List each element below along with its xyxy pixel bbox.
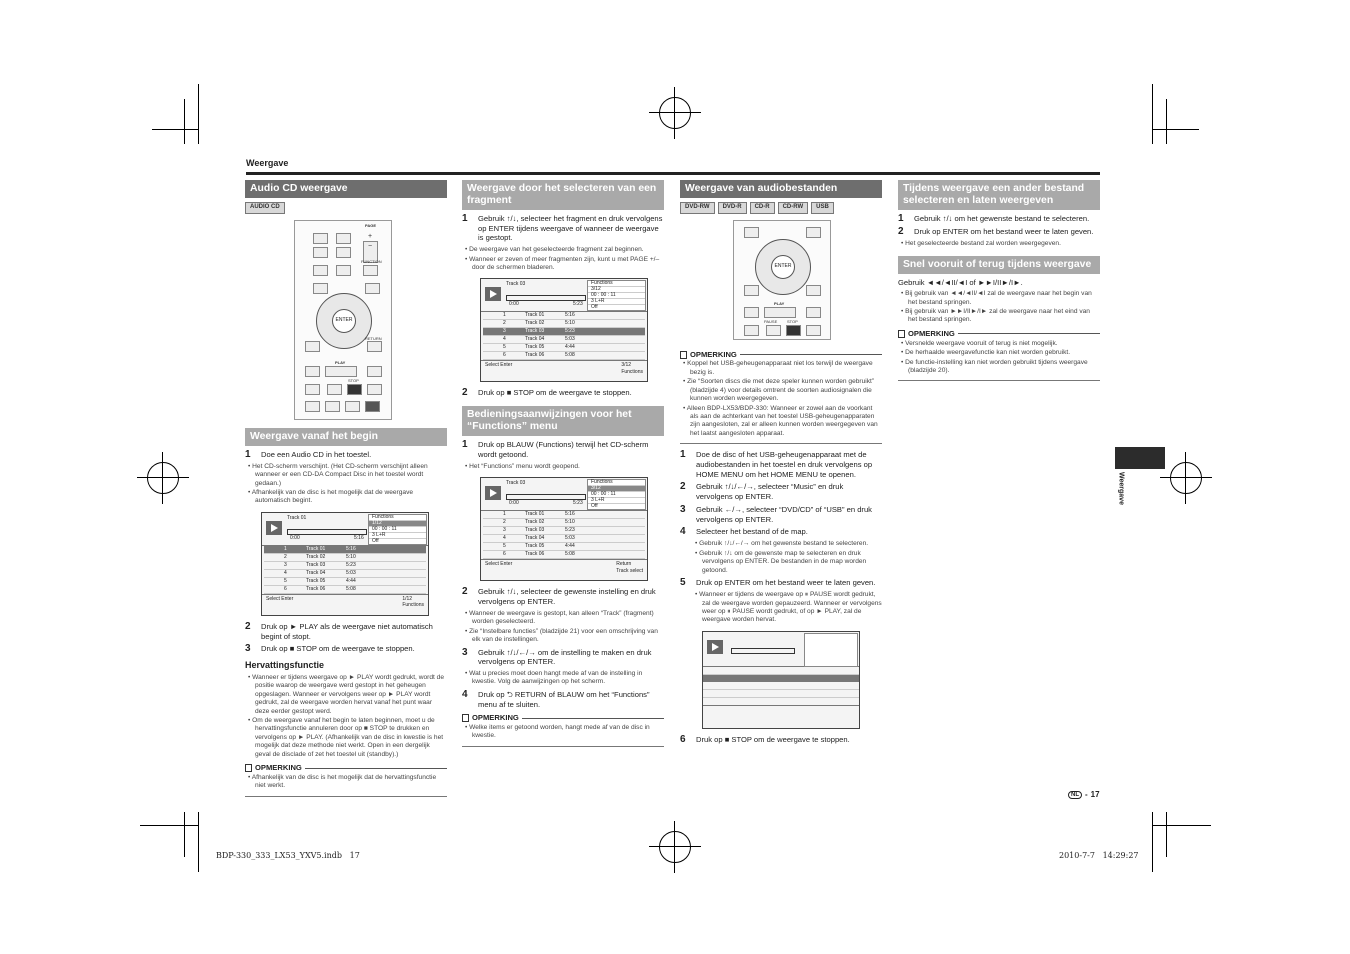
footer-date: 2010-7-7 14:29:27	[1059, 851, 1139, 860]
crop-mark	[184, 812, 185, 857]
stop-button	[347, 384, 362, 395]
lang-badge: NL	[1068, 791, 1082, 799]
remote-control: PAGE + − FUNCTION ENTER RETURN PLAY STOP	[294, 220, 392, 420]
disc-tag: AUDIO CD	[245, 202, 285, 214]
side-tab-label: Weergave	[1117, 472, 1125, 505]
home-icon	[305, 341, 320, 352]
registration-mark	[655, 93, 695, 133]
return-icon	[806, 285, 821, 296]
home-icon	[744, 285, 759, 296]
play-icon	[485, 287, 501, 301]
footer-file: BDP-330_333_LX53_YXV5.indb 17	[216, 851, 360, 860]
remote-control-partial: ENTER PLAY PAUSE STOP	[733, 220, 831, 340]
registration-mark	[143, 458, 183, 498]
heading-functions-menu: Bedieningsaanwijzingen voor het “Functions” menu	[462, 406, 664, 436]
play-button	[325, 366, 357, 377]
return-icon	[367, 341, 382, 352]
note-icon	[245, 764, 252, 772]
pause-button	[327, 384, 342, 395]
section-title: Weergave	[246, 158, 289, 168]
function-button	[363, 265, 378, 276]
resume-title: Hervattingsfunctie	[245, 660, 325, 671]
column-audio-files: Weergave van audiobestanden DVD-RW DVD-R CD-R CD-RW USB ENTER PLAY PAUSE STOP OPMERKING • Koppel het USB-geheugenapparaat niet los terwijl de weergave bezig is. • Zie “Soorten discs die met deze speler kunnen worden gebruikt” (bladzijde 4) voor details omtrent de soorten audiosignalen die kunnen worden weergegeven. • Alleen BDP-LX53/BDP-330: Wanneer er zowel aan de voorkant als aan de achterkant van het toestel USB-geheugenapparaten zijn aangesloten, zal er alleen kunnen worden weergegeven van het laatst aangesloten apparaat. 1 Doe de disc of het USB-geheugenapparaat met de audiobestanden in het toestel en druk vervolgens op HOME MENU om het HOME MENU te openen. 2 Gebruik ↑/↓/←/→, selecteer “Music” en druk vervolgens op ENTER. 3 Gebruik ←/→, selecteer “DVD/CD” of “USB” en druk vervolgens op ENTER. 4 Selecteer het bestand of de map. • Gebruik ↑/↓/←/→ om het gewenste bestand te selecteren. • Gebruik ↑/↓ om de gewenste map te selecteren en druk vervolgens op ENTER. De bestanden in de map worden getoond. 5 Druk op ENTER om het bestand weer te laten geven. • Wanneer er tijdens de weergave op ⏸ PAUSE wordt gedrukt, zal de weergave worden gepauzeerd. Wanneer er vervolgens weer op ⏸ PAUSE wordt gedrukt, of op ► PLAY, zal de weergave worden hervat. 6 Druk op ■ STOP om de weergave te stoppen.	[680, 180, 882, 748]
column-audio-cd: Audio CD weergave AUDIO CD PAGE + − FUNCTION ENTER RETURN PLAY STOP Weergave vanaf het begin 1 Doe een Audio CD in het toestel. • Het CD-scherm verschijnt. (Het CD-scherm verschijnt alleen wanneer er een CD-DA Compact Disc in het toestel wordt gedaan.) • Afhankelijk van de disc is het mogelijk dat de weergave automatisch begint. Track 01 0:00 5:16 Functions 1/12 00 : 00 : 11 3 L+R Off 1 Track 01 5:16 2 Track 02 5:10 3 Track 03 5:23 4 Track 04 5:03 5 Track 05 4:44 6 Track 06 5:08 Select Enter 1/12 Functions 2 Druk op ► PLAY als de weergave niet automatisch begint of stopt. 3 Druk op ■ STOP om de weergave te stoppen. Hervattingsfunctie • Wanneer er tijdens weergave op ► PLAY wordt gedrukt, wordt de positie waarop de weergave werd gestopt in het geheugen opgeslagen. Wanneer er vervolgens weer op ► PLAY wordt gedrukt, zal de weergave worden hervat vanaf het punt waar deze eerder gestopt werd. • Om de weergave vanaf het begin te laten beginnen, moet u de hervattingsfunctie annuleren door op ■ STOP te drukken en vervolgens op ► PLAY. (Afhankelijk van de disc in kwestie is het mogelijk dat deze methode niet werkt. Open in een dergelijk geval de disclade of zet het toestel uit (standby).) OPMERKING • Afhankelijk van de disc is het mogelijk dat de hervattingsfunctie niet werkt.	[245, 180, 447, 797]
note-icon	[680, 351, 687, 359]
play-icon	[707, 640, 723, 654]
note-icon	[898, 330, 905, 338]
functions-panel: Functions 1/12 00 : 00 : 11 3 L+R Off	[368, 514, 427, 545]
heading-fast-forward: Snel vooruit of terug tijdens weergave	[898, 256, 1100, 274]
crop-mark	[1166, 812, 1167, 857]
crop-mark	[1153, 129, 1199, 130]
crop-mark	[1153, 825, 1211, 826]
column-other-file: Tijdens weergave een ander bestand selecteren en laten weergeven 1 Gebruik ↑/↓ om het gewenste bestand te selecteren. 2 Druk op ENTER om het bestand weer te laten geven. • Het geselecteerde bestand zal worden weergegeven. Snel vooruit of terug tijdens weergave Gebruik ◄◄/◄II/◄I of ►►I/II►/I►. • Bij gebruik van ◄◄/◄II/◄I zal de weergave naar het begin van het bestand springen. • Bij gebruik van ►►I/II►/I► zal de weergave naar het eind van het bestand springen. OPMERKING • Versnelde weergave vooruit of terug is niet mogelijk. • De herhaalde weergavefunctie kan niet worden gebruikt. • De functie-instelling kan niet worden gebruikt tijdens weergave (bladzijde 20).	[898, 180, 1100, 381]
crop-mark	[140, 825, 198, 826]
crop-mark	[1152, 84, 1153, 144]
cd-screen: Track 01 0:00 5:16 Functions 1/12 00 : 00 : 11 3 L+R Off 1 Track 01 5:16 2 Track 02 5:10 3 Track 03 5:23 4 Track 04 5:03 5 Track 05 4:44 6 Track 06 5:08 Select Enter 1/12 Functions	[261, 512, 429, 616]
column-select-track: Weergave door het selecteren van een fragment 1 Gebruik ↑/↓, selecteer het fragment en druk vervolgens op ENTER tijdens weergave of wanneer de weergave is gestopt. • De weergave van het geselecteerde fragment zal beginnen. • Wanneer er zeven of meer fragmenten zijn, kunt u met PAGE +/– door de schermen bladeren. Track 03 0:00 5:23 Functions 3/12 00 : 00 : 11 3 L+R Off 1 Track 01 5:16 2 Track 02 5:10 3 Track 03 5:23 4 Track 04 5:03 5 Track 05 4:44 6 Track 06 5:08 Select Enter 3/12 Functions 2 Druk op ■ STOP om de weergave te stoppen. Bedieningsaanwijzingen voor het “Functions” menu 1 Druk op BLAUW (Functions) terwijl het CD-scherm wordt getoond. • Het “Functions” menu wordt geopend. Track 03 0:00 5:23 Functions 3/12 00 : 00 : 11 3 L+R Off 1 Track 01 5:16 2 Track 02 5:10 3 Track 03 5:23 4 Track 04 5:03 5 Track 05 4:44 6 Track 06 5:08 Select Enter Return Track select 2 Gebruik ↑/↓, selecteer de gewenste instelling en druk vervolgens op ENTER. • Wanneer de weergave is gestopt, kan alleen “Track” (fragment) worden geselecteerd. • Zie “Instelbare functies” (bladzijde 21) voor een omschrijving van elk van de instellingen. 3 Gebruik ↑/↓/←/→ om de instelling te maken en druk vervolgens op ENTER. • Wat u precies moet doen hangt mede af van de instelling in kwestie. Volg de aanwijzingen op het scherm. 4 Druk op ⮌ RETURN of BLAUW om het “Functions” menu af te sluiten. OPMERKING • Welke items er getoond worden, hangt mede af van de disc in kwestie.	[462, 180, 664, 747]
play-icon	[266, 521, 282, 535]
cd-screen-track3: Track 03 0:00 5:23 Functions 3/12 00 : 00 : 11 3 L+R Off 1 Track 01 5:16 2 Track 02 5:10 3 Track 03 5:23 4 Track 04 5:03 5 Track 05 4:44 6 Track 06 5:08 Select Enter 3/12 Functions	[480, 278, 648, 382]
track-list: 1 Track 01 5:16 2 Track 02 5:10 3 Track 03 5:23 4 Track 04 5:03 5 Track 05 4:44 6 Track 06 5:08	[262, 546, 428, 594]
note-box: OPMERKING • Koppel het USB-geheugenapparaat niet los terwijl de weergave bezig is. • Zie “Soorten discs die met deze speler kunnen worden gebruikt” (bladzijde 4) voor details omtrent de soorten audiosignalen die kunnen worden weergegeven. • Alleen BDP-LX53/BDP-330: Wanneer er zowel aan de voorkant als aan de achterkant van het toestel USB-geheugenapparaten zijn aangesloten, zal er alleen kunnen worden weergegeven van het laatst aangesloten apparaat.	[680, 350, 882, 445]
heading-play-from-start: Weergave vanaf het begin	[245, 428, 447, 446]
page-number: NL - 17	[1068, 790, 1100, 799]
heading-audio-cd: Audio CD weergave	[245, 180, 447, 198]
remote-illustration	[680, 220, 882, 342]
crop-mark	[198, 84, 199, 144]
crop-mark	[198, 812, 199, 872]
registration-mark	[655, 827, 695, 867]
crop-mark	[1152, 812, 1153, 872]
note-icon	[462, 714, 469, 722]
note-box: OPMERKING • Afhankelijk van de disc is het mogelijk dat de hervattingsfunctie niet werkt.	[245, 763, 447, 797]
heading-audio-files: Weergave van audiobestanden	[680, 180, 882, 198]
remote-illustration	[245, 220, 447, 420]
heading-select-track: Weergave door het selecteren van een fragment	[462, 180, 664, 210]
header-rule	[246, 172, 1100, 175]
crop-mark	[184, 99, 185, 144]
crop-mark	[152, 129, 198, 130]
registration-mark	[1166, 458, 1206, 498]
note-box: OPMERKING • Versnelde weergave vooruit of terug is niet mogelijk. • De herhaalde weergavefunctie kan niet worden gebruikt. • De functie-instelling kan niet worden gebruikt tijdens weergave (bladzijde 20).	[898, 329, 1100, 381]
cd-screen-functions: Track 03 0:00 5:23 Functions 3/12 00 : 00 : 11 3 L+R Off 1 Track 01 5:16 2 Track 02 5:10 3 Track 03 5:23 4 Track 04 5:03 5 Track 05 4:44 6 Track 06 5:08 Select Enter Return Track select	[480, 477, 648, 581]
enter-button: ENTER	[332, 309, 356, 333]
play-icon	[485, 486, 501, 500]
heading-select-other-file: Tijdens weergave een ander bestand selecteren en laten weergeven	[898, 180, 1100, 210]
music-screen	[702, 631, 860, 729]
note-box: OPMERKING • Welke items er getoond worden, hangt mede af van de disc in kwestie.	[462, 713, 664, 747]
crop-mark	[1166, 99, 1167, 144]
